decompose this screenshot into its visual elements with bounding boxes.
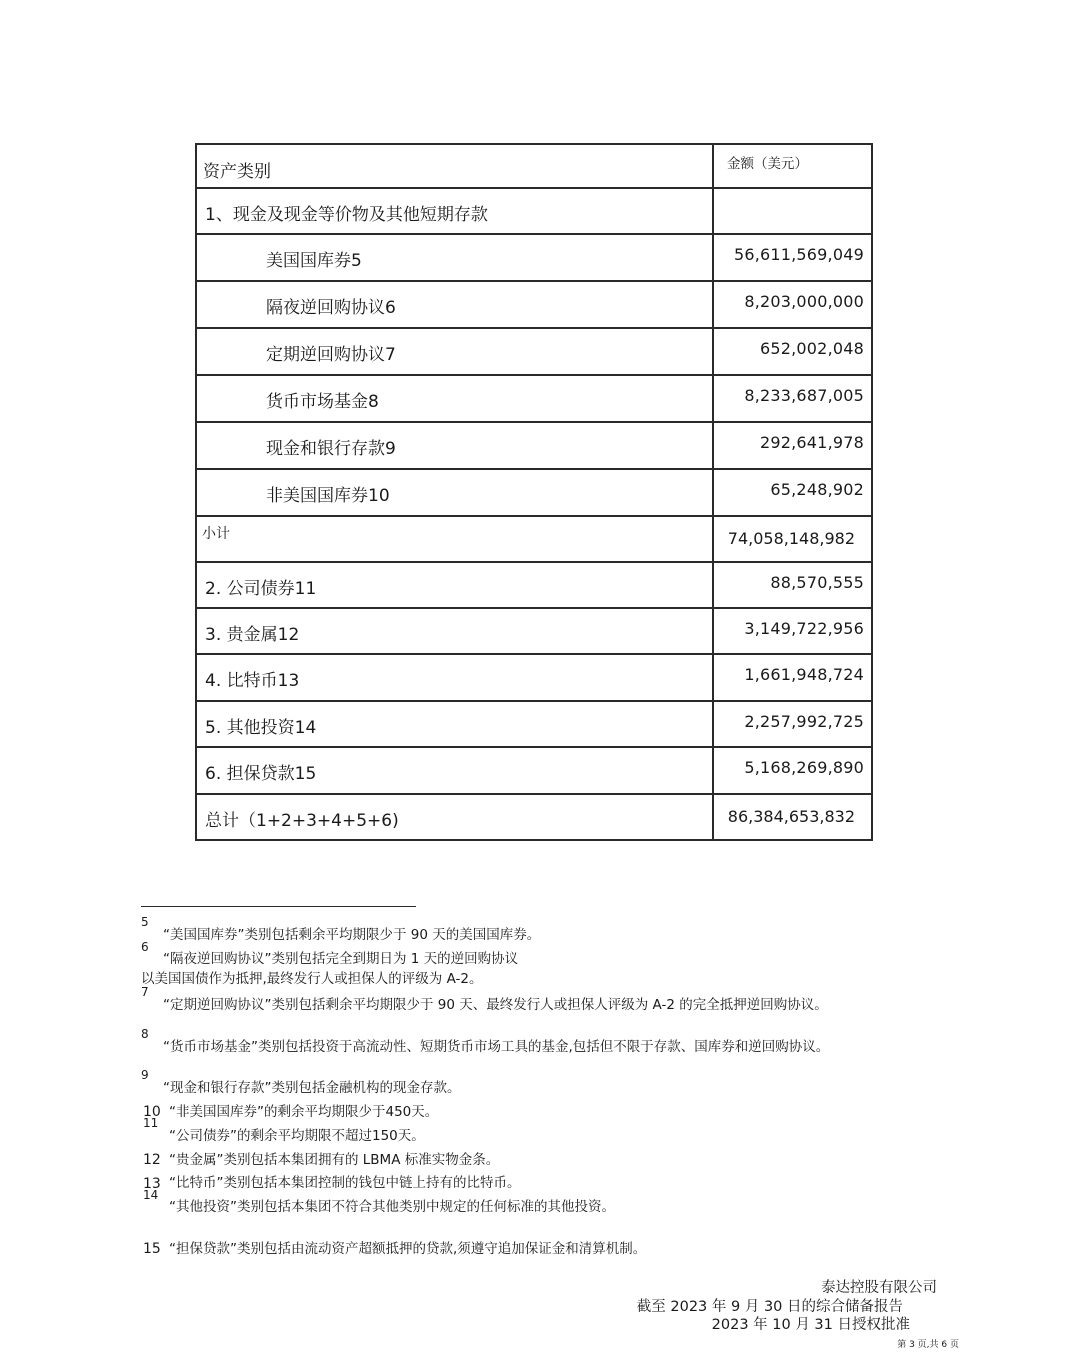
total-amount: 86,384,653,832: [727, 807, 855, 826]
table-row: [196, 469, 872, 516]
footer-report-title: 截至 2023 年 9 月 30 日的综合储备报告: [636, 1299, 903, 1315]
footnote-number: 10: [143, 1104, 161, 1120]
row-label: 隔夜逆回购协议6: [266, 298, 396, 318]
footnote-number: 5: [141, 915, 149, 929]
row-amount: 292,641,978: [760, 433, 864, 452]
row-label: 2. 公司债券11: [205, 579, 317, 599]
footnote-number: 15: [143, 1241, 161, 1257]
header-category: 资产类别: [203, 162, 271, 182]
footnote-text: “货币市场基金”类别包括投资于高流动性、短期货币市场工具的基金,包括但不限于存款、国库券和逆回购协议。: [163, 1039, 830, 1055]
footnote-text: “公司债券”的剩余平均期限不超过150天。: [169, 1128, 425, 1144]
footnote-number: 14: [143, 1188, 159, 1202]
row-amount: 3,149,722,956: [744, 619, 864, 638]
row-label: 3. 贵金属12: [205, 625, 300, 645]
section-label: 1、现金及现金等价物及其他短期存款: [205, 205, 488, 225]
footnote-text: “定期逆回购协议”类别包括剩余平均期限少于 90 天、最终发行人或担保人评级为 A-2 的完全抵押逆回购协议。: [163, 997, 828, 1013]
footnote-text: “现金和银行存款”类别包括金融机构的现金存款。: [163, 1080, 461, 1096]
footnote-text: “贵金属”类别包括本集团拥有的 LBMA 标准实物金条。: [169, 1152, 500, 1168]
page-number: 第 3 页,共 6 页: [897, 1340, 959, 1350]
row-label: 5. 其他投资14: [205, 718, 317, 738]
row-amount: 1,661,948,724: [744, 665, 864, 684]
row-amount: 2,257,992,725: [744, 712, 864, 731]
total-row: [196, 794, 872, 840]
table-row: [196, 562, 872, 608]
subtotal-label: 小计: [202, 526, 230, 542]
table-header-row: [196, 144, 872, 188]
row-label: 非美国国库券10: [266, 486, 390, 506]
footnote-number: 11: [143, 1116, 159, 1130]
footnote-number: 12: [143, 1152, 161, 1168]
footnote-text: “担保贷款”类别包括由流动资产超额抵押的贷款,须遵守追加保证金和清算机制。: [169, 1241, 647, 1257]
footer-company: 泰达控股有限公司: [821, 1280, 937, 1296]
footnote-text: “比特币”类别包括本集团控制的钱包中链上持有的比特币。: [169, 1175, 521, 1191]
total-label: 总计（1+2+3+4+5+6): [205, 811, 399, 831]
footer-approval-date: 2023 年 10 月 31 日授权批准: [711, 1317, 910, 1333]
footnote-number: 9: [141, 1068, 149, 1082]
section-amount: [714, 189, 871, 199]
table-row: [196, 608, 872, 654]
table-row: [196, 375, 872, 422]
footnote-text: “隔夜逆回购协议”类别包括完全到期日为 1 天的逆回购协议: [163, 951, 519, 967]
row-label: 4. 比特币13: [205, 671, 300, 691]
row-label: 6. 担保贷款15: [205, 764, 317, 784]
row-label: 美国国库券5: [266, 251, 362, 271]
footnote-text: “其他投资”类别包括本集团不符合其他类别中规定的任何标准的其他投资。: [169, 1199, 615, 1215]
subtotal-amount: 74,058,148,982: [727, 529, 855, 548]
row-label: 定期逆回购协议7: [266, 345, 396, 365]
row-amount: 65,248,902: [770, 480, 864, 499]
footnote-text-continued: 以美国国债作为抵押,最终发行人或担保人的评级为 A-2。: [141, 971, 483, 987]
table-row: [196, 701, 872, 747]
footnote-number: 13: [143, 1176, 161, 1192]
row-amount: 652,002,048: [760, 339, 864, 358]
table-row: [196, 234, 872, 281]
subtotal-row: [196, 516, 872, 562]
row-amount: 8,203,000,000: [744, 292, 864, 311]
row-amount: 5,168,269,890: [744, 758, 864, 777]
table-row: [196, 747, 872, 794]
table-row: [196, 654, 872, 701]
row-amount: 8,233,687,005: [744, 386, 864, 405]
header-amount: 金额（美元）: [727, 156, 808, 172]
row-amount: 56,611,569,049: [733, 245, 864, 264]
footnote-divider: [141, 906, 416, 907]
row-amount: 88,570,555: [770, 573, 864, 592]
footnote-number: 6: [141, 940, 149, 954]
reserve-table: [195, 143, 873, 841]
table-row: [196, 281, 872, 328]
footnote-text: “非美国国库券”的剩余平均期限少于450天。: [169, 1104, 439, 1120]
table-row: [196, 328, 872, 375]
section-row: [196, 188, 872, 234]
table-row: [196, 422, 872, 469]
footnote-number: 7: [141, 985, 149, 999]
row-label: 现金和银行存款9: [266, 439, 396, 459]
footnote-text: “美国国库券”类别包括剩余平均期限少于 90 天的美国国库券。: [163, 927, 541, 943]
row-label: 货币市场基金8: [266, 392, 379, 412]
footnote-number: 8: [141, 1027, 149, 1041]
